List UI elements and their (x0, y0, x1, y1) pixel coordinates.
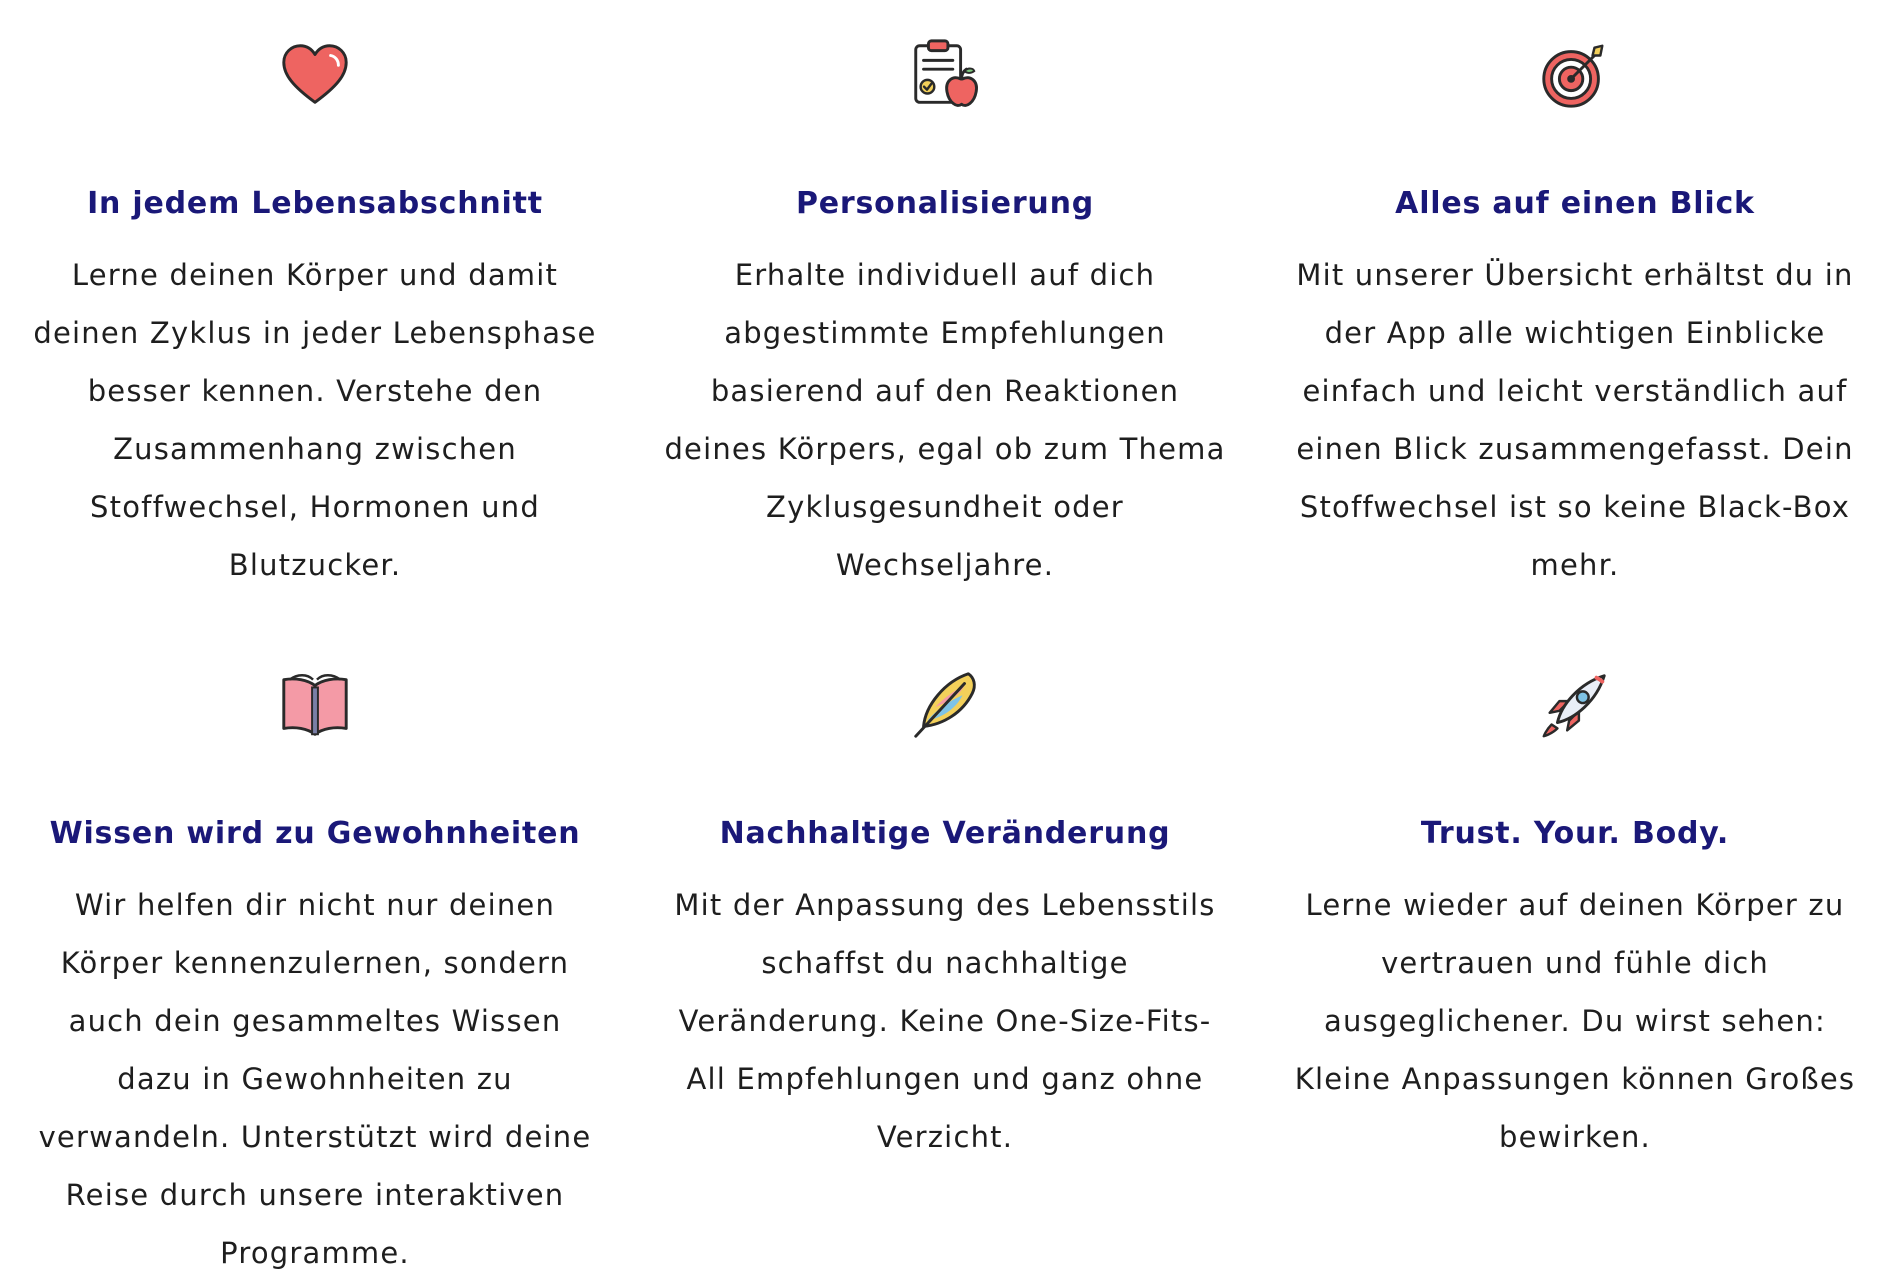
feature-description: Lerne wieder auf deinen Körper zu vertrauen und fühle dich ausgeglichener. Du wirst sehen: Kleine Anpassungen können Großes bewirken. (1294, 888, 1856, 1154)
feature-title: Trust. Your. Body. (1420, 816, 1730, 851)
feature-description: Mit unserer Übersicht erhältst du in der App alle wichtigen Einblicke einfach und leicht verständlich auf einen Blick zusammengefasst. Dein Stoffwechsel ist so keine Black-Box mehr. (1296, 258, 1854, 582)
rocket-icon (1285, 660, 1865, 750)
feature-description: Erhalte individuell auf dich abgestimmte Empfehlungen basierend auf den Reaktionen deines Körpers, egal ob zum Thema Zyklusgesundheit oder Wechseljahre. (664, 258, 1226, 582)
feature-title: Personalisierung (795, 186, 1095, 221)
feature-card (25, 660, 605, 1282)
feature-card (1285, 30, 1865, 594)
feature-title: Nachhaltige Veränderung (719, 816, 1171, 851)
feature-description: Wir helfen dir nicht nur deinen Körper kennenzulernen, sondern auch dein gesammeltes Wissen dazu in Gewohnheiten zu verwandeln. Unterstützt wird deine Reise durch unsere interaktiven Programme. (38, 888, 592, 1270)
target-icon (1285, 30, 1865, 120)
feather-icon (655, 660, 1235, 750)
feature-card (655, 660, 1235, 1166)
clipboard-apple-icon (655, 30, 1235, 120)
feature-card (25, 30, 605, 594)
feature-title: In jedem Lebensabschnitt (87, 186, 543, 221)
open-book-icon (25, 660, 605, 750)
feature-description: Mit der Anpassung des Lebensstils schaffst du nachhaltige Veränderung. Keine One-Size-Fits-All Empfehlungen und ganz ohne Verzicht. (674, 888, 1216, 1154)
feature-title: Wissen wird zu Gewohnheiten (49, 816, 581, 851)
heart-icon (25, 30, 605, 120)
feature-description: Lerne deinen Körper und damit deinen Zyklus in jeder Lebensphase besser kennen. Verstehe den Zusammenhang zwischen Stoffwechsel, Hormonen und Blutzucker. (33, 258, 597, 582)
feature-title: Alles auf einen Blick (1395, 186, 1755, 221)
feature-card (1285, 660, 1865, 1166)
feature-card (655, 30, 1235, 594)
